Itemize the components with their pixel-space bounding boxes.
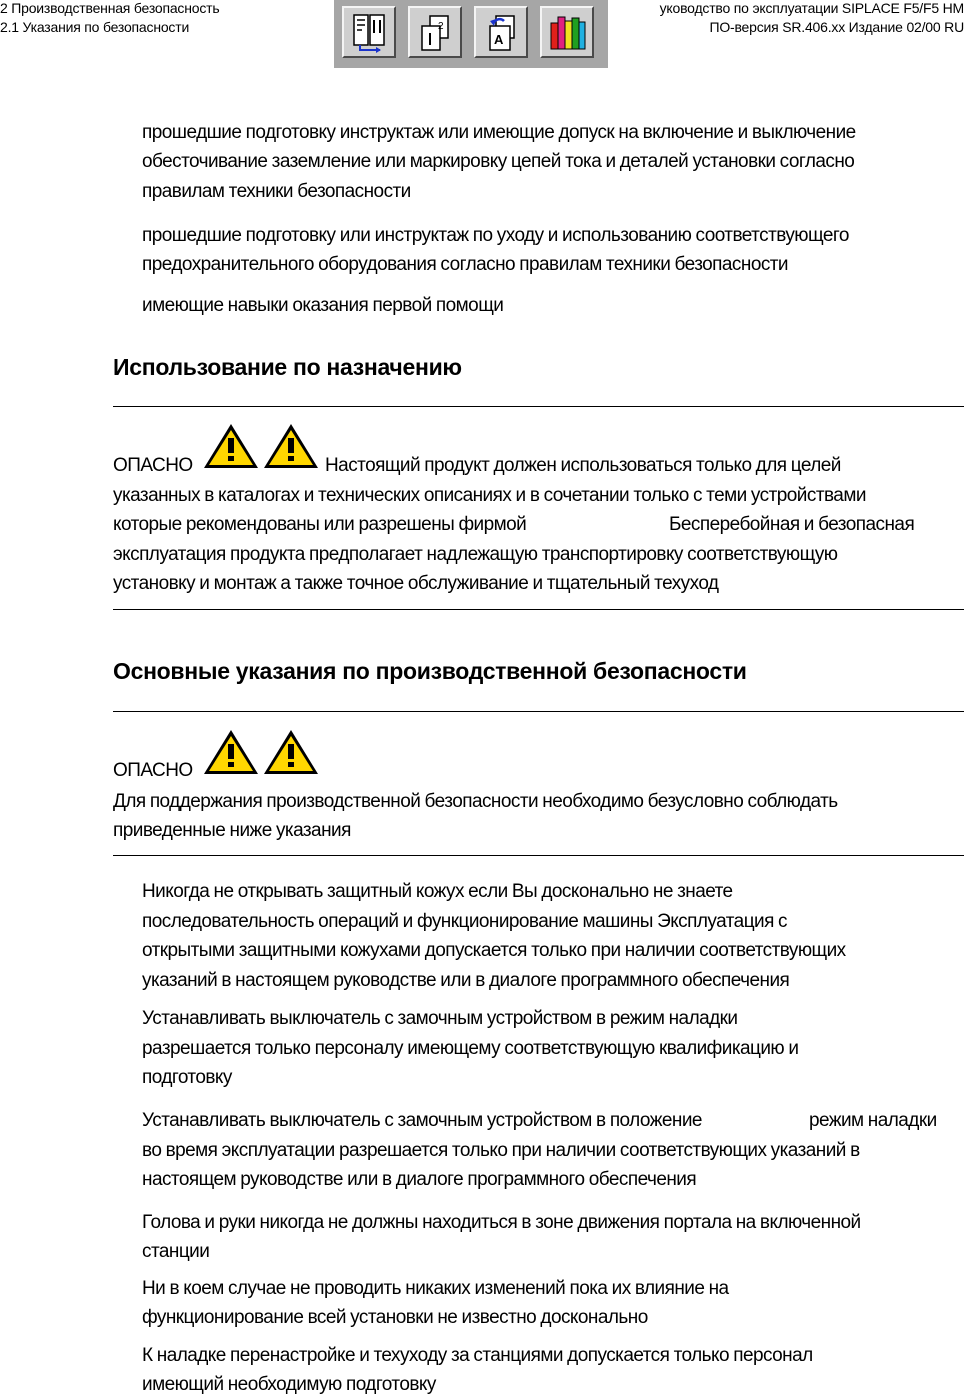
library-button[interactable] xyxy=(540,6,594,58)
rule-1-line-2: последовательность операций и функционирование машины Эксплуатация с xyxy=(142,911,788,932)
back-page-button[interactable] xyxy=(474,6,528,58)
back-page-icon xyxy=(482,13,522,53)
svg-text:A: A xyxy=(494,32,504,47)
rule-2-line-1: Устанавливать выключатель с замочным устройством в режим наладки xyxy=(142,1008,738,1029)
intended-use-line-3a: которые рекомендованы или разрешены фирмой xyxy=(113,514,527,535)
danger-label: ОПАСНО xyxy=(113,760,193,781)
section-heading-intended-use: Использование по назначению xyxy=(113,354,462,380)
intro-item-1-line-2: обесточивание заземление или маркировку цепей тока и деталей установки согласно xyxy=(142,151,855,172)
navigation-toolbar xyxy=(334,0,608,68)
warning-triangle-icon xyxy=(202,728,320,776)
rule-1-line-3: открытыми защитными кожухами допускается только при наличии соответствующих xyxy=(142,940,846,961)
svg-text:2: 2 xyxy=(438,21,444,32)
header-version: ПО-версия SR.406.xx Издание 02/00 RU xyxy=(709,19,964,35)
basic-safety-line-1: Для поддержания производственной безопасности необходимо безусловно соблюдать xyxy=(113,791,838,812)
rule-2-line-3: подготовку xyxy=(142,1067,232,1088)
divider xyxy=(113,609,964,610)
rule-3-line-1a: Устанавливать выключатель с замочным устройством в положение xyxy=(142,1110,702,1131)
divider xyxy=(113,406,964,407)
intended-use-line-1: Настоящий продукт должен использоваться только для целей xyxy=(325,455,841,476)
header-section: 2.1 Указания по безопасности xyxy=(0,19,190,35)
rule-3-line-2: во время эксплуатации разрешается только при наличии соответствующих указаний в xyxy=(142,1140,860,1161)
intro-item-3-line-1: имеющие навыки оказания первой помощи xyxy=(142,295,504,316)
rule-2-line-2: разрешается только персоналу имеющему соответствующую квалификацию и xyxy=(142,1038,799,1059)
rule-6-line-2: имеющий необходимую подготовку xyxy=(142,1374,436,1395)
intro-item-1-line-1: прошедшие подготовку инструктаж или имеющие допуск на включение и выключение xyxy=(142,122,856,143)
rule-5-line-1: Ни в коем случае не проводить никаких изменений пока их влияние на xyxy=(142,1278,729,1299)
rule-4-line-1: Голова и руки никогда не должны находиться в зоне движения портала на включенной xyxy=(142,1212,861,1233)
intro-item-2-line-2: предохранительного оборудования согласно правилам техники безопасности xyxy=(142,254,788,275)
library-books-icon xyxy=(548,13,588,53)
rule-1-line-4: указаний в настоящем руководстве или в диалоге программного обеспечения xyxy=(142,970,790,991)
pages-icon xyxy=(416,13,456,53)
warning-triangle-icon xyxy=(202,422,320,470)
intended-use-line-3b: Бесперебойная и безопасная xyxy=(669,514,915,535)
section-heading-basic-safety: Основные указания по производственной безопасности xyxy=(113,658,747,684)
intended-use-line-4: эксплуатация продукта предполагает надлежащую транспортировку соответствующую xyxy=(113,544,838,565)
rule-5-line-2: функционирование всей установки не известно досконально xyxy=(142,1307,648,1328)
rule-3-line-3: настоящем руководстве или в диалоге программного обеспечения xyxy=(142,1169,697,1190)
intro-item-2-line-1: прошедшие подготовку или инструктаж по уходу и использованию соответствующего xyxy=(142,225,849,246)
intended-use-line-5: установку и монтаж а также точное обслуживание и тщательный техуход xyxy=(113,573,719,594)
intro-item-1-line-3: правилам техники безопасности xyxy=(142,181,411,202)
danger-label: ОПАСНО xyxy=(113,455,193,476)
page-layout-icon xyxy=(350,13,390,53)
page-layout-button[interactable] xyxy=(342,6,396,58)
intended-use-line-2: указанных в каталогах и технических описаниях и в сочетании только с теми устройствами xyxy=(113,485,866,506)
rule-4-line-2: станции xyxy=(142,1241,210,1262)
header-chapter: 2 Производственная безопасность xyxy=(0,0,220,16)
pages-button[interactable] xyxy=(408,6,462,58)
divider xyxy=(113,711,964,712)
basic-safety-line-2: приведенные ниже указания xyxy=(113,820,351,841)
header-manual-title: уководство по эксплуатации SIPLACE F5/F5 HM xyxy=(659,0,964,16)
rule-1-line-1: Никогда не открывать защитный кожух если Вы досконально не знаете xyxy=(142,881,733,902)
rule-6-line-1: К наладке перенастройке и техуходу за станциями допускается только персонал xyxy=(142,1345,813,1366)
rule-3-line-1b: режим наладки xyxy=(809,1110,937,1131)
divider xyxy=(113,855,964,856)
